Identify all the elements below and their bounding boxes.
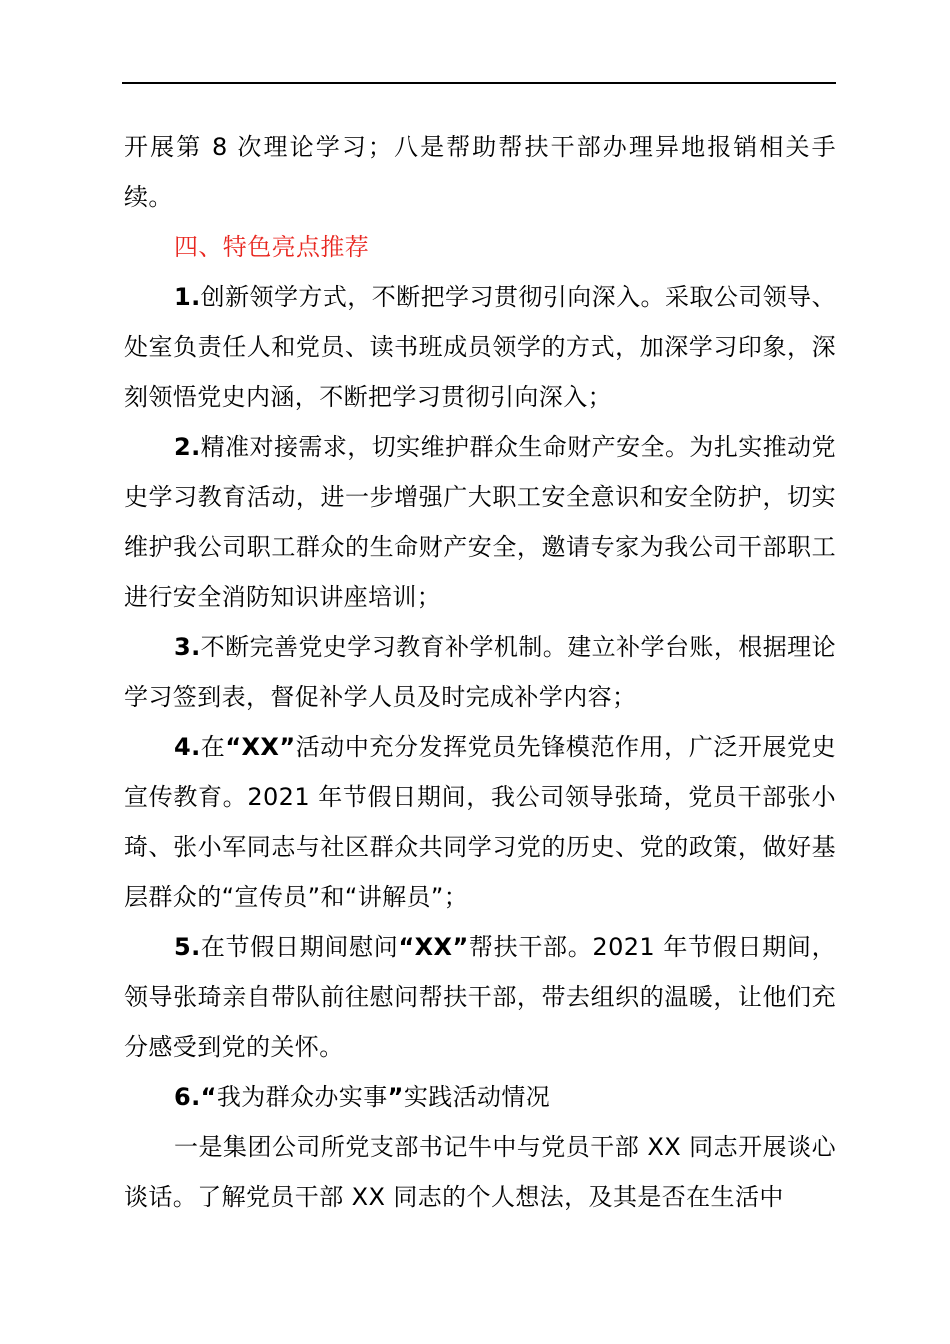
item-number: 5. [174, 933, 201, 961]
item-text: 在节假日期间慰问 [200, 933, 399, 961]
item-emphasis: “XX” [225, 733, 296, 761]
paragraph-item-3 [124, 622, 836, 722]
paragraph-item-5 [124, 922, 836, 1072]
item-emphasis: “XX” [398, 933, 469, 961]
item-quote-close: ” [387, 1083, 404, 1111]
item-text: 我为群众办实事 [216, 1083, 388, 1111]
item-text: 帮扶干部。2021 年节假日期间，领导张琦亲自带队前往慰问帮扶干部，带去组织的温暖，让他们充分感受到党的关怀。 [124, 933, 836, 1061]
item-text: 不断完善党史学习教育补学机制。建立补学台账，根据理论学习签到表，督促补学人员及时完成补学内容； [124, 633, 836, 711]
paragraph-item-1 [124, 272, 836, 422]
item-text: 在 [200, 733, 226, 761]
paragraph-body: 一是集团公司所党支部书记牛中与党员干部 XX 同志开展谈心谈话。了解党员干部 XX 同志的个人想法，及其是否在生活中 [124, 1133, 836, 1211]
item-number: 6. [174, 1083, 201, 1111]
paragraph-item-4 [124, 722, 836, 922]
section-heading: 四、特色亮点推荐 [174, 233, 370, 261]
item-text: 活动中充分发挥党员先锋模范作用，广泛开展党史宣传教育。2021 年节假日期间，我公司领导张琦，党员干部张小琦、张小军同志与社区群众共同学习党的历史、党的政策，做好基层群众的“宣传员”和“讲解员”； [124, 733, 836, 911]
item-number: 4. [174, 733, 201, 761]
item-number: 3. [174, 633, 201, 661]
paragraph-item-2 [124, 422, 836, 622]
document-body [124, 122, 836, 1222]
paragraph-continuation: 开展第 8 次理论学习；八是帮助帮扶干部办理异地报销相关手续。 [124, 133, 836, 211]
item-quote-open: “ [200, 1083, 217, 1111]
header-rule [122, 82, 836, 84]
item-text: 实践活动情况 [403, 1083, 551, 1111]
item-number: 1. [174, 283, 201, 311]
item-text: 精准对接需求，切实维护群众生命财产安全。为扎实推动党史学习教育活动，进一步增强广大职工安全意识和安全防护，切实维护我公司职工群众的生命财产安全，邀请专家为我公司干部职工进行安全消防知识讲座培训； [124, 433, 836, 611]
item-number: 2. [174, 433, 201, 461]
item-text: 创新领学方式，不断把学习贯彻引向深入。采取公司领导、处室负责任人和党员、读书班成员领学的方式，加深学习印象，深刻领悟党史内涵，不断把学习贯彻引向深入； [124, 283, 836, 411]
paragraph-item-6 [124, 1072, 836, 1122]
